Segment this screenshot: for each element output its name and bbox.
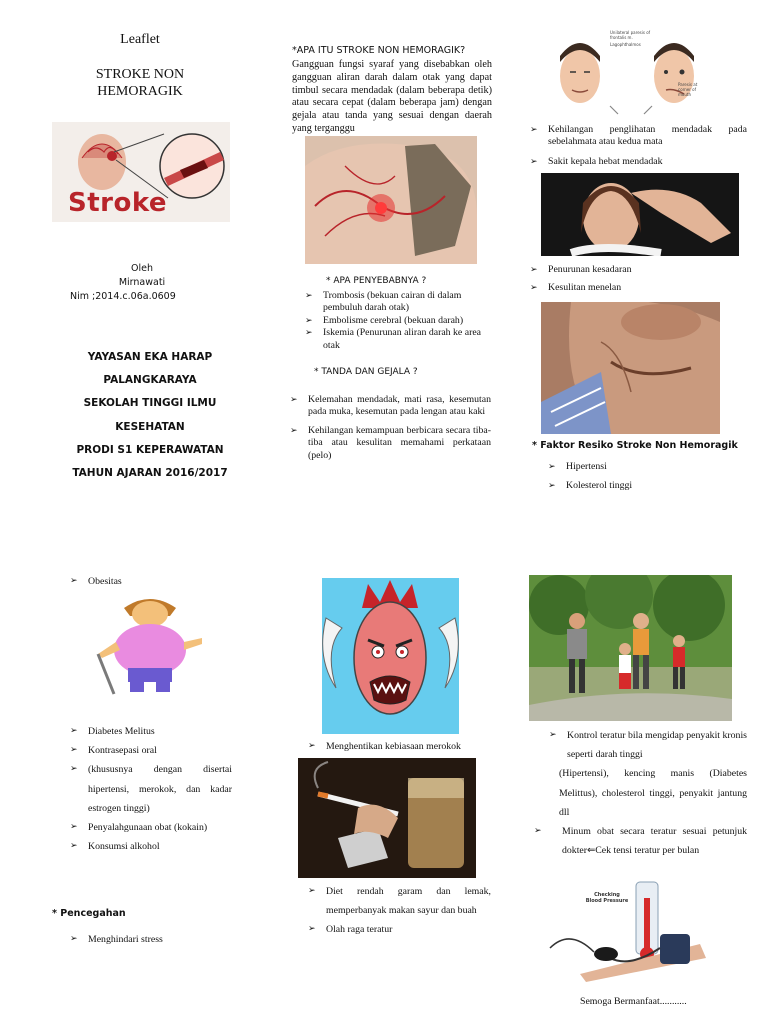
cause-heading: * APA PENYEBABNYA ? (326, 276, 427, 286)
author-name: Mirnawati (118, 277, 166, 288)
list-item: ➢ Kesulitan menelan (530, 282, 740, 294)
leaflet-label: Leaflet (120, 32, 160, 47)
list-item: ➢ Menghindari stress (70, 934, 240, 945)
facial-paresis-image (552, 28, 702, 118)
list-item: ➢ Obesitas (70, 576, 230, 587)
symptom-list-a (530, 124, 747, 168)
list-item: ➢ Konsumsi alkohol (70, 837, 232, 856)
smoking-list (308, 741, 498, 752)
list-item: ➢ Embolisme cerebral (bekuan darah) (305, 315, 495, 327)
angry-face-image (322, 578, 459, 734)
list-item: ➢ Kehilangan kemampuan berbicara secara tiba-tiba atau kesulitan memahami perkataan (pelo) (290, 425, 491, 462)
institution-line-1: YAYASAN EKA HARAP (87, 351, 213, 363)
list-item: ➢ Kontrol teratur bila mengidap penyakit kronis seperti darah tinggi (549, 726, 747, 764)
family-jogging-image (529, 575, 732, 721)
bp-label (580, 892, 634, 904)
list-item: ➢ Penyalahgunaan obat (kokain) (70, 818, 232, 837)
title-line-1: STROKE NON (95, 67, 185, 82)
face-label-2: Lagophthalmos (610, 42, 641, 47)
list-item: ➢ Diet rendah garam dan lemak, memperbanyak makan sayur dan buah (308, 882, 491, 920)
list-item: ➢ Olah raga teratur (308, 920, 491, 939)
face-label-1: Unilateral paresis of frontalis m. (610, 30, 651, 40)
smoking-drinking-image (298, 758, 476, 878)
swallowing-image (541, 302, 720, 434)
institution-line-2: PALANGKARAYA (103, 374, 197, 387)
prevention-heading: * Pencegahan (52, 908, 126, 919)
institution-line-6: TAHUN AJARAN 2016/2017 (72, 467, 228, 480)
brain-artery-image (305, 136, 477, 264)
author-nim: Nim ;2014.c.06a.0609 (70, 291, 176, 302)
list-item: ➢ Iskemia (Penurunan aliran darah ke area otak (305, 327, 495, 352)
face-label-3: Paresis at corner of mouth (678, 82, 698, 97)
list-item: ➢ Kontrasepasi oral (70, 741, 232, 760)
author-block (42, 262, 242, 304)
risk-heading: * Faktor Resiko Stroke Non Hemoragik (532, 440, 738, 451)
headache-image (541, 173, 739, 256)
sign-heading: * TANDA DAN GEJALA ? (314, 367, 418, 377)
blood-pressure-image (540, 878, 706, 982)
institution-line-3: SEKOLAH TINGGI ILMU (83, 397, 217, 410)
what-heading: *APA ITU STROKE NON HEMORAGIK? (292, 45, 466, 56)
list-item: ➢ Penurunan kesadaran (530, 264, 740, 276)
obesity-cartoon-image (90, 594, 208, 696)
page-title (40, 66, 240, 100)
bp-label-line-2: Blood Pressure (585, 898, 629, 904)
medicine-list (534, 822, 747, 860)
stroke-brain-image (52, 122, 230, 222)
what-text: Gangguan fungsi syaraf yang disebabkan oleh gangguan aliran darah dalam otak yang dapat timbul secara mendadak (dalam beberapa detik) atau secara cepat (dalam beberapa jam) dengan gejala atau tanda yang sesuai dengan daerah yang terganggu (292, 59, 492, 134)
control-continuation: (Hipertensi), kencing manis (Diabetes Melittus), cholesterol tinggi, penyakit jantung dll (559, 768, 747, 818)
obesity-list (70, 576, 230, 587)
stroke-image-word: Stroke (68, 188, 168, 218)
bp-label-line-1: Checking (594, 892, 620, 898)
list-item: ➢ Sakit kepala hebat mendadak (530, 156, 747, 168)
list-item: ➢ Kehilangan penglihatan mendadak pada sebelahmata atau kedua mata (530, 124, 747, 149)
list-item: ➢ Trombosis (bekuan cairan di dalam pembuluh darah otak) (305, 290, 495, 315)
list-item: ➢ Diabetes Melitus (70, 722, 232, 741)
list-item: ➢ Menghentikan kebiasaan merokok (308, 741, 498, 752)
author-oleh: Oleh (131, 263, 153, 274)
prevention-list (70, 934, 240, 945)
risk-list-2 (70, 722, 232, 856)
institution-block (40, 346, 260, 485)
institution-line-4: KESEHATAN (115, 420, 185, 433)
list-item: ➢ Kolesterol tinggi (548, 480, 738, 492)
contraception-note: ➢ (khususnya dengan disertai hipertensi, merokok, dan kadar estrogen tinggi) (70, 760, 232, 818)
risk-list (548, 461, 738, 493)
list-item: ➢ Minum obat secara teratur sesuai petunjuk dokter⇐Cek tensi teratur per bulan (534, 822, 747, 860)
lifestyle-list (308, 882, 491, 940)
closing-text: Semoga Bermanfaat........... (580, 996, 687, 1007)
institution-line-5: PRODI S1 KEPERAWATAN (76, 443, 224, 456)
sign-list (290, 394, 491, 462)
list-item: ➢ Kelemahan mendadak, mati rasa, kesemutan pada muka, kesemutan pada lengan atau kaki (290, 394, 491, 419)
cause-list (305, 290, 495, 352)
title-line-2: HEMORAGIK (97, 84, 183, 99)
control-list (549, 726, 747, 822)
list-item: ➢ Hipertensi (548, 461, 738, 473)
symptom-list-b (530, 264, 740, 295)
